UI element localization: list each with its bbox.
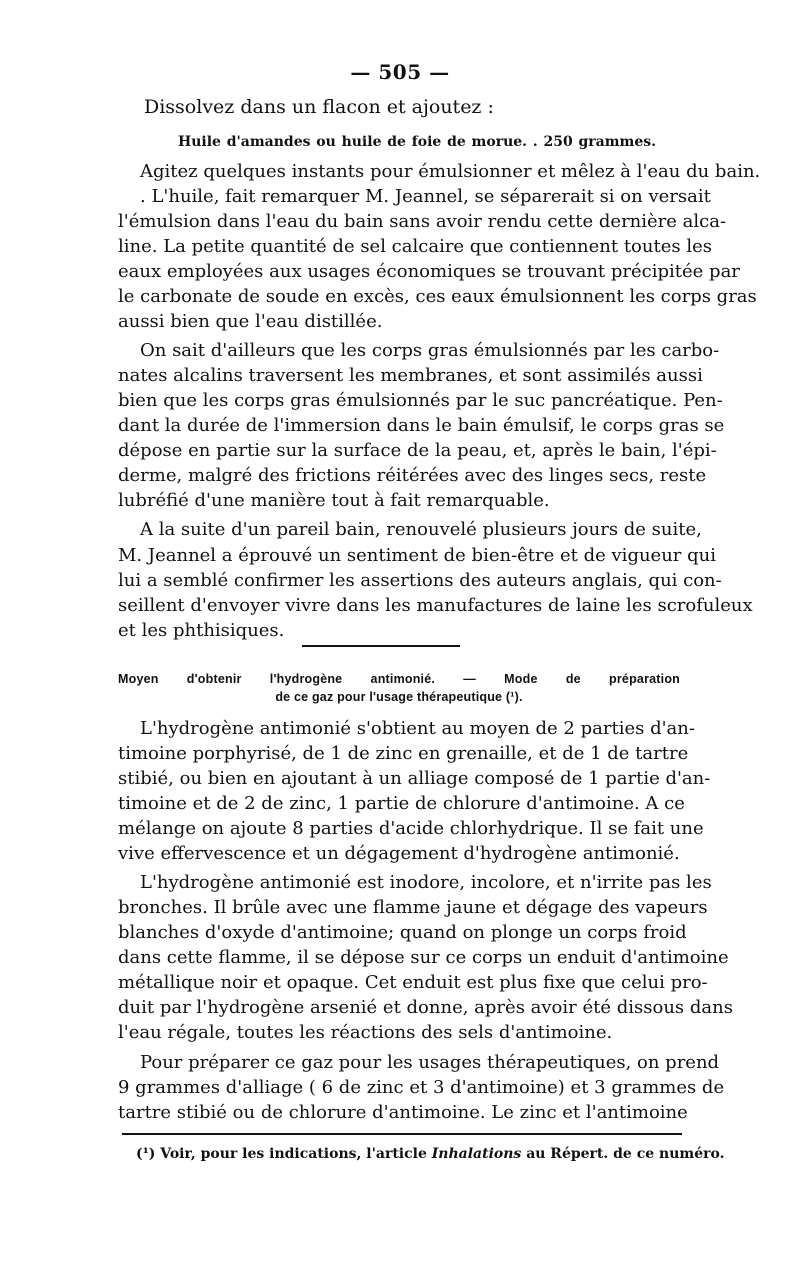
- text-line: 9 grammes d'alliage ( 6 de zinc et 3 d'antimoine) et 3 grammes de: [118, 1077, 725, 1098]
- text-line: l'émulsion dans l'eau du bain sans avoir rendu cette dernière alca-: [118, 211, 727, 232]
- text-line: lui a semblé confirmer les assertions des auteurs anglais, qui con-: [118, 570, 722, 591]
- footnote-text: Voir, pour les indications, l'article: [160, 1146, 427, 1162]
- section-heading: Moyen d'obtenir l'hydrogène antimonié. — Mode de préparation: [118, 672, 680, 686]
- text-line: l'eau régale, toutes les réactions des sels d'antimoine.: [118, 1022, 613, 1043]
- text-line: Agitez quelques instants pour émulsionner et mêlez à l'eau du bain.: [140, 161, 761, 182]
- text-line: blanches d'oxyde d'antimoine; quand on plonge un corps froid: [118, 922, 687, 943]
- ingredient-line: Huile d'amandes ou huile de foie de morue. . 250 grammes.: [178, 134, 656, 150]
- text-line: M. Jeannel a éprouvé un sentiment de bien-être et de vigueur qui: [118, 545, 716, 566]
- text-line: L'hydrogène antimonié est inodore, incolore, et n'irrite pas les: [140, 872, 712, 893]
- text-line: et les phthisiques.: [118, 620, 285, 641]
- section-heading-continued: de ce gaz pour l'usage thérapeutique (¹).: [275, 690, 523, 704]
- text-line: line. La petite quantité de sel calcaire que contiennent toutes les: [118, 236, 712, 257]
- footnote: [136, 1143, 724, 1165]
- page-number: — 505 —: [350, 60, 450, 84]
- text-line: eaux employées aux usages économiques se trouvant précipitée par: [118, 261, 740, 282]
- text-line: timoine et de 2 de zinc, 1 partie de chlorure d'antimoine. A ce: [118, 793, 685, 814]
- text-line: le carbonate de soude en excès, ces eaux émulsionnent les corps gras: [118, 286, 757, 307]
- text-line: vive effervescence et un dégagement d'hydrogène antimonié.: [118, 843, 680, 864]
- text-line: duit par l'hydrogène arsenié et donne, après avoir été dissous dans: [118, 997, 733, 1018]
- text-line: L'hydrogène antimonié s'obtient au moyen de 2 parties d'an-: [140, 718, 695, 739]
- text-line: nates alcalins traversent les membranes, et sont assimilés aussi: [118, 365, 703, 386]
- text-line: aussi bien que l'eau distillée.: [118, 311, 383, 332]
- text-line: . L'huile, fait remarquer M. Jeannel, se séparerait si on versait: [140, 186, 711, 207]
- text-line: seillent d'envoyer vivre dans les manufactures de laine les scrofuleux: [118, 595, 753, 616]
- text-line: mélange on ajoute 8 parties d'acide chlorhydrique. Il se fait une: [118, 818, 704, 839]
- text-line: tartre stibié ou de chlorure d'antimoine. Le zinc et l'antimoine: [118, 1102, 688, 1123]
- footnote-text-end: au Répert. de ce numéro.: [526, 1146, 725, 1162]
- instruction-line: Dissolvez dans un flacon et ajoutez :: [144, 96, 494, 118]
- footnote-article-title: Inhalations: [431, 1146, 522, 1162]
- text-line: dans cette flamme, il se dépose sur ce corps un enduit d'antimoine: [118, 947, 729, 968]
- footnote-rule: [122, 1133, 682, 1135]
- text-line: Pour préparer ce gaz pour les usages thérapeutiques, on prend: [140, 1052, 720, 1073]
- text-line: lubréfié d'une manière tout à fait remarquable.: [118, 490, 550, 511]
- text-line: bronches. Il brûle avec une flamme jaune et dégage des vapeurs: [118, 897, 708, 918]
- footnote-marker: (¹): [136, 1146, 156, 1162]
- text-line: bien que les corps gras émulsionnés par le suc pancréatique. Pen-: [118, 390, 723, 411]
- text-line: métallique noir et opaque. Cet enduit est plus fixe que celui pro-: [118, 972, 708, 993]
- text-line: derme, malgré des frictions réitérées avec des linges secs, reste: [118, 465, 707, 486]
- text-line: A la suite d'un pareil bain, renouvelé plusieurs jours de suite,: [140, 519, 702, 540]
- text-line: On sait d'ailleurs que les corps gras émulsionnés par les carbo-: [140, 340, 720, 361]
- section-divider: [302, 645, 460, 647]
- text-line: dépose en partie sur la surface de la peau, et, après le bain, l'épi-: [118, 440, 717, 461]
- text-line: timoine porphyrisé, de 1 de zinc en grenaille, et de 1 de tartre: [118, 743, 689, 764]
- text-line: stibié, ou bien en ajoutant à un alliage composé de 1 partie d'an-: [118, 768, 711, 789]
- text-line: dant la durée de l'immersion dans le bain émulsif, le corps gras se: [118, 415, 725, 436]
